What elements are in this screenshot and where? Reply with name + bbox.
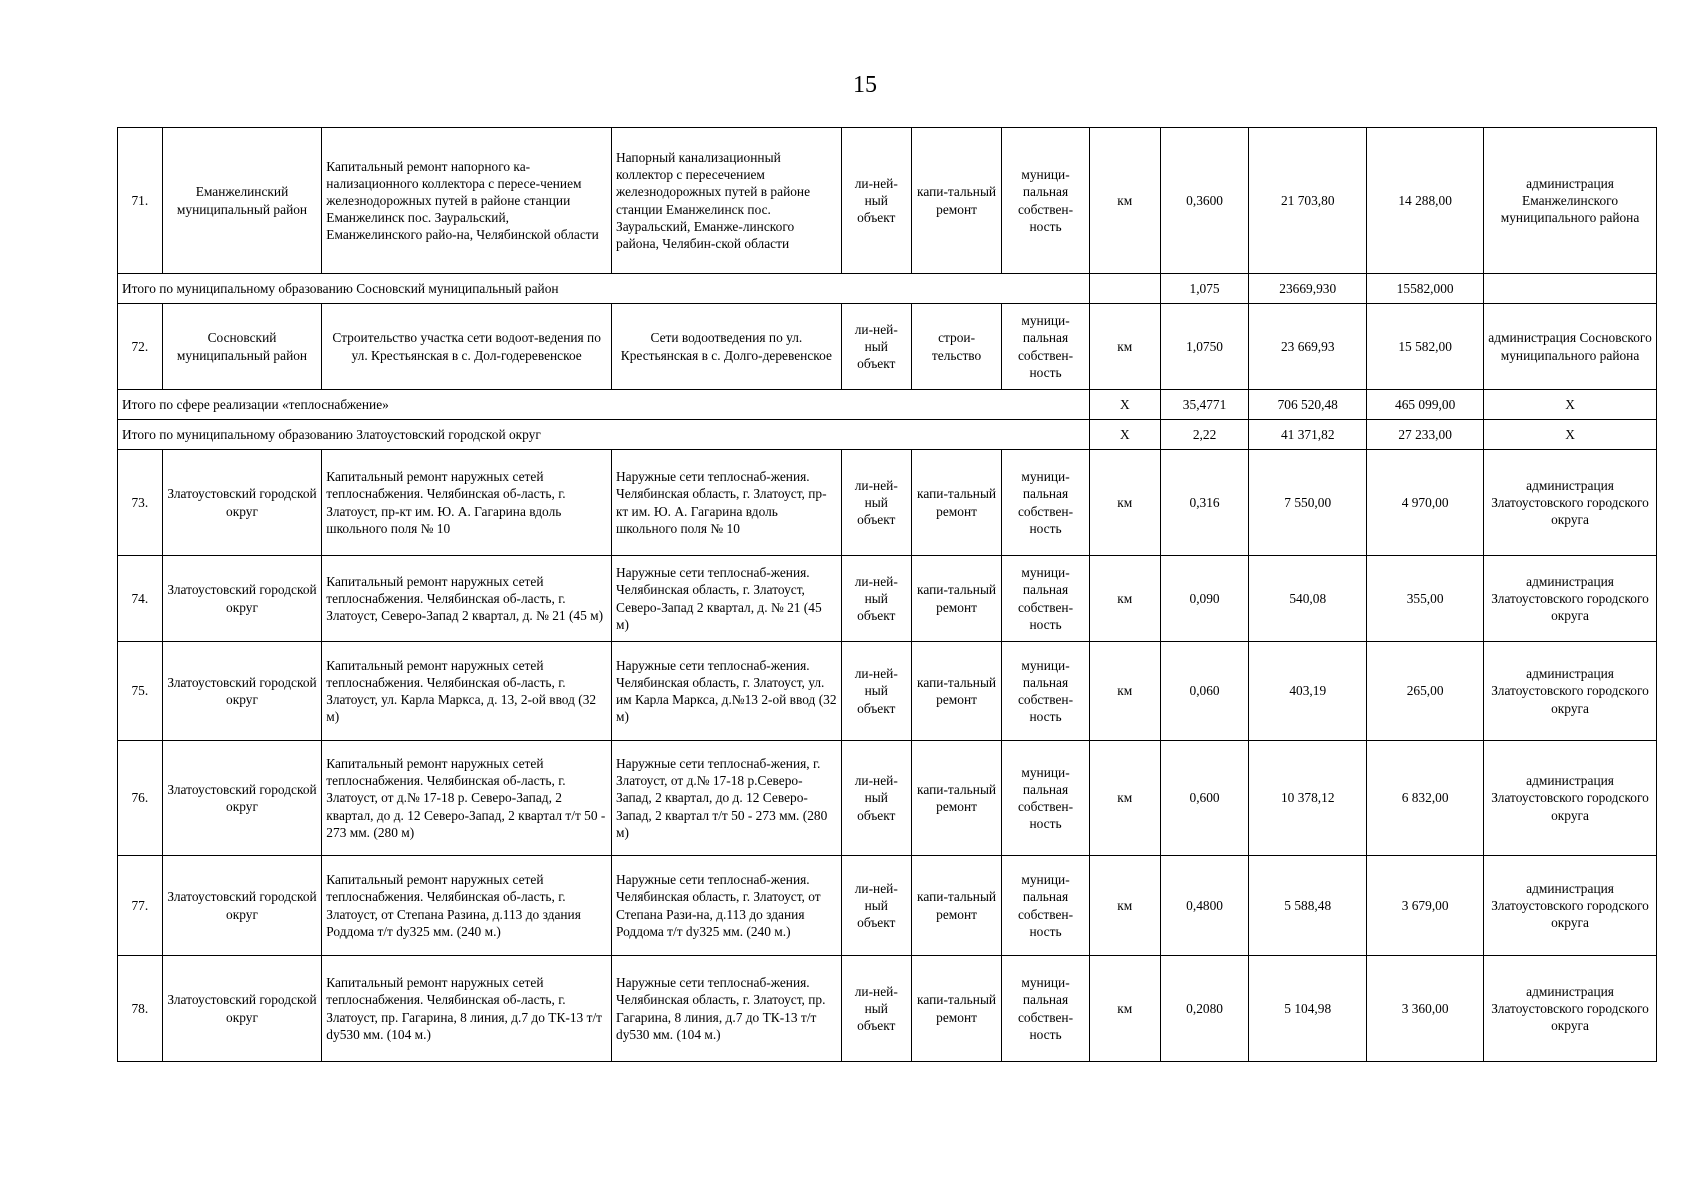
row-number: 78. [118,956,163,1062]
responsible-cell [1484,274,1657,304]
municipality-cell: Златоустовский городской округ [162,556,322,642]
unit-cell: км [1089,856,1160,956]
funds-cell: 4 970,00 [1367,450,1484,556]
page-number: 15 [853,72,877,98]
municipality-cell: Златоустовский городской округ [162,956,322,1062]
responsible-cell: администрация Златоустовского городского округа [1484,450,1657,556]
cost-cell: 21 703,80 [1249,128,1367,274]
responsible-cell: администрация Златоустовского городского округа [1484,642,1657,741]
unit-cell: км [1089,556,1160,642]
work-name-cell: Капитальный ремонт наружных сетей теплоснабжения. Челябинская об-ласть, г. Златоуст, от Степана Разина, д.113 до здания Роддома т/т dy325 мм. (240 м.) [322,856,612,956]
work-name-cell: Капитальный ремонт напорного ка-нализационного коллектора с пересе-чением железнодорожных путей в районе станции Еманжелинск пос. Зауральский, Еманжелинского райо-на, Челябинской области [322,128,612,274]
work-type-cell: капи-тальный ремонт [911,741,1001,856]
length-cell: 0,2080 [1160,956,1248,1062]
table-row [118,304,1657,390]
length-cell: 35,4771 [1160,390,1248,420]
object-name-cell: Наружные сети теплоснаб-жения. Челябинская область, г. Златоуст, от Степана Рази-на, д.113 до здания Роддома т/т dy325 мм. (240 м.) [612,856,842,956]
object-name-cell: Наружные сети теплоснаб-жения. Челябинская область, г. Златоуст, Северо-Запад 2 квартал, д. № 21 (45 м) [612,556,842,642]
unit-cell [1089,274,1160,304]
funds-cell: 14 288,00 [1367,128,1484,274]
ownership-cell: муници-пальная собствен-ность [1002,741,1089,856]
length-cell: 0,090 [1160,556,1248,642]
responsible-cell: X [1484,390,1657,420]
municipality-cell: Сосновский муниципальный район [162,304,322,390]
object-type-cell: ли-ней-ный объект [841,556,911,642]
subtotal-row [118,390,1657,420]
length-cell: 0,316 [1160,450,1248,556]
row-number: 77. [118,856,163,956]
cost-cell: 540,08 [1249,556,1367,642]
table-row [118,642,1657,741]
responsible-cell: администрация Сосновского муниципального района [1484,304,1657,390]
length-cell: 1,0750 [1160,304,1248,390]
table-row [118,556,1657,642]
subtotal-label: Итого по муниципальному образованию Сосновский муниципальный район [118,274,1090,304]
object-type-cell: ли-ней-ный объект [841,856,911,956]
work-name-cell: Капитальный ремонт наружных сетей теплоснабжения. Челябинская об-ласть, г. Златоуст, Северо-Запад 2 квартал, д. № 21 (45 м) [322,556,612,642]
unit-cell: км [1089,450,1160,556]
object-type-cell: ли-ней-ный объект [841,642,911,741]
object-name-cell: Напорный канализационный коллектор с пересечением железнодорожных путей в районе станции Еманжелинск пос. Зауральский, Еманже-линского района, Челябин-ской области [612,128,842,274]
cost-cell: 23669,930 [1249,274,1367,304]
work-name-cell: Капитальный ремонт наружных сетей теплоснабжения. Челябинская об-ласть, г. Златоуст, пр. Гагарина, 8 линия, д.7 до ТК-13 т/т dy530 мм. (104 м.) [322,956,612,1062]
responsible-cell: администрация Златоустовского городского округа [1484,741,1657,856]
table-row [118,956,1657,1062]
ownership-cell: муници-пальная собствен-ность [1002,556,1089,642]
cost-cell: 10 378,12 [1249,741,1367,856]
responsible-cell: администрация Еманжелинского муниципального района [1484,128,1657,274]
table-row [118,856,1657,956]
length-cell: 0,4800 [1160,856,1248,956]
funds-cell: 27 233,00 [1367,420,1484,450]
row-number: 73. [118,450,163,556]
unit-cell: км [1089,128,1160,274]
object-type-cell: ли-ней-ный объект [841,128,911,274]
funds-cell: 15582,000 [1367,274,1484,304]
unit-cell: км [1089,304,1160,390]
work-name-cell: Строительство участка сети водоот-ведения по ул. Крестьянская в с. Дол-годеревенское [322,304,612,390]
subtotal-label: Итого по муниципальному образованию Златоустовский городской округ [118,420,1090,450]
funds-cell: 3 360,00 [1367,956,1484,1062]
ownership-cell: муници-пальная собствен-ность [1002,304,1089,390]
object-name-cell: Наружные сети теплоснаб-жения. Челябинская область, г. Златоуст, пр-кт им. Ю. А. Гагарина вдоль школьного поля № 10 [612,450,842,556]
municipality-cell: Златоустовский городской округ [162,450,322,556]
objects-table [117,127,1657,1062]
object-name-cell: Сети водоотведения по ул. Крестьянская в с. Долго-деревенское [612,304,842,390]
table-row [118,128,1657,274]
unit-cell: км [1089,642,1160,741]
funds-cell: 465 099,00 [1367,390,1484,420]
object-type-cell: ли-ней-ный объект [841,450,911,556]
funds-cell: 265,00 [1367,642,1484,741]
responsible-cell: администрация Златоустовского городского округа [1484,556,1657,642]
object-type-cell: ли-ней-ный объект [841,304,911,390]
object-name-cell: Наружные сети теплоснаб-жения. Челябинская область, г. Златоуст, ул. им Карла Маркса, д.№13 2-ой ввод (32 м) [612,642,842,741]
responsible-cell: X [1484,420,1657,450]
work-type-cell: капи-тальный ремонт [911,450,1001,556]
cost-cell: 41 371,82 [1249,420,1367,450]
work-type-cell: капи-тальный ремонт [911,128,1001,274]
length-cell: 0,600 [1160,741,1248,856]
cost-cell: 5 104,98 [1249,956,1367,1062]
subtotal-row [118,420,1657,450]
ownership-cell: муници-пальная собствен-ность [1002,128,1089,274]
work-name-cell: Капитальный ремонт наружных сетей теплоснабжения. Челябинская об-ласть, г. Златоуст, ул. Карла Маркса, д. 13, 2-ой ввод (32 м) [322,642,612,741]
length-cell: 1,075 [1160,274,1248,304]
unit-cell: км [1089,956,1160,1062]
ownership-cell: муници-пальная собствен-ность [1002,956,1089,1062]
object-name-cell: Наружные сети теплоснаб-жения. Челябинская область, г. Златоуст, пр. Гагарина, 8 линия, д.7 до ТК-13 т/т dy530 мм. (104 м.) [612,956,842,1062]
object-name-cell: Наружные сети теплоснаб-жения, г. Златоуст, от д.№ 17-18 р.Северо-Запад, 2 квартал, до д. 12 Северо-Запад, 2 квартал т/т 50 - 273 мм. (280 м) [612,741,842,856]
row-number: 76. [118,741,163,856]
responsible-cell: администрация Златоустовского городского округа [1484,856,1657,956]
work-type-cell: строи-тельство [911,304,1001,390]
cost-cell: 7 550,00 [1249,450,1367,556]
ownership-cell: муници-пальная собствен-ность [1002,856,1089,956]
work-name-cell: Капитальный ремонт наружных сетей теплоснабжения. Челябинская об-ласть, г. Златоуст, от д.№ 17-18 р. Северо-Запад, 2 квартал, до д. 12 Северо-Запад, 2 квартал т/т 50 - 273 мм. (280 м) [322,741,612,856]
row-number: 75. [118,642,163,741]
table-row [118,741,1657,856]
length-cell: 0,3600 [1160,128,1248,274]
cost-cell: 5 588,48 [1249,856,1367,956]
subtotal-label: Итого по сфере реализации «теплоснабжение» [118,390,1090,420]
row-number: 74. [118,556,163,642]
funds-cell: 6 832,00 [1367,741,1484,856]
funds-cell: 15 582,00 [1367,304,1484,390]
work-type-cell: капи-тальный ремонт [911,956,1001,1062]
municipality-cell: Златоустовский городской округ [162,856,322,956]
funds-cell: 3 679,00 [1367,856,1484,956]
length-cell: 2,22 [1160,420,1248,450]
unit-cell: км [1089,741,1160,856]
ownership-cell: муници-пальная собствен-ность [1002,450,1089,556]
work-type-cell: капи-тальный ремонт [911,556,1001,642]
subtotal-row [118,274,1657,304]
municipality-cell: Еманжелинский муниципальный район [162,128,322,274]
work-type-cell: капи-тальный ремонт [911,642,1001,741]
cost-cell: 403,19 [1249,642,1367,741]
row-number: 71. [118,128,163,274]
municipality-cell: Златоустовский городской округ [162,741,322,856]
object-type-cell: ли-ней-ный объект [841,956,911,1062]
responsible-cell: администрация Златоустовского городского округа [1484,956,1657,1062]
row-number: 72. [118,304,163,390]
table-row [118,450,1657,556]
work-name-cell: Капитальный ремонт наружных сетей теплоснабжения. Челябинская об-ласть, г. Златоуст, пр-кт им. Ю. А. Гагарина вдоль школьного поля № 10 [322,450,612,556]
municipality-cell: Златоустовский городской округ [162,642,322,741]
unit-cell: X [1089,390,1160,420]
cost-cell: 23 669,93 [1249,304,1367,390]
funds-cell: 355,00 [1367,556,1484,642]
cost-cell: 706 520,48 [1249,390,1367,420]
ownership-cell: муници-пальная собствен-ность [1002,642,1089,741]
length-cell: 0,060 [1160,642,1248,741]
object-type-cell: ли-ней-ный объект [841,741,911,856]
work-type-cell: капи-тальный ремонт [911,856,1001,956]
unit-cell: X [1089,420,1160,450]
